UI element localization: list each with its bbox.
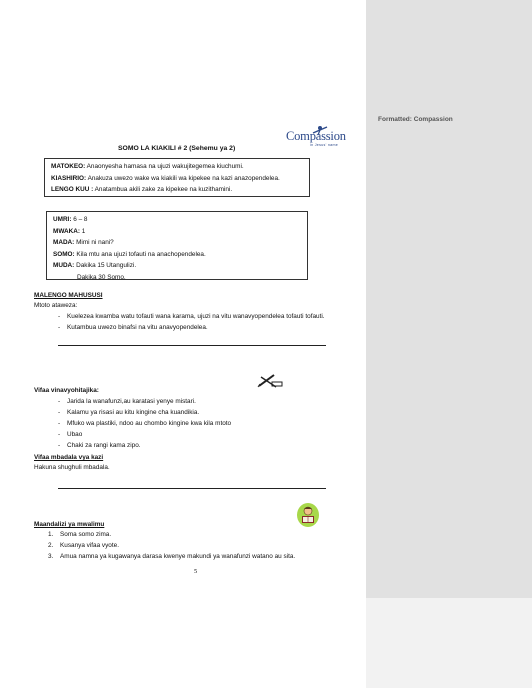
- summary-box: [44, 158, 310, 197]
- teacher-prep-list: [48, 529, 295, 562]
- list-item: - Kalamu ya risasi au kitu kingine cha kuandikia.: [58, 407, 231, 418]
- summary-row: [51, 184, 303, 196]
- details-box: [46, 211, 308, 280]
- item-number: 2.: [48, 542, 54, 549]
- item-number: 1.: [48, 531, 54, 538]
- details-label: MADA:: [53, 239, 75, 247]
- list-item: [48, 551, 295, 562]
- list-item: - Mfuko wa plastiki, ndoo au chombo kingine kwa kila mtoto: [58, 418, 231, 429]
- list-item: - Chaki za rangi kama zipo.: [58, 440, 231, 451]
- objectives-intro: Mtoto ataweza:: [34, 302, 78, 309]
- summary-label: LENGO KUU :: [51, 186, 94, 194]
- details-label: UMRI:: [53, 216, 72, 223]
- comments-side-panel: [366, 0, 532, 598]
- summary-label: KIASHIRIO:: [51, 174, 87, 182]
- details-row: [53, 260, 301, 272]
- logo-wordmark: Compassion: [286, 129, 346, 143]
- summary-row: [51, 161, 303, 173]
- formatting-note: Formatted: Compassion: [378, 116, 453, 123]
- divider-line: [58, 345, 326, 346]
- details-text: Mimi ni nani?: [74, 239, 114, 247]
- list-item: - Ubao: [58, 429, 231, 440]
- divider-line: [58, 488, 326, 489]
- alternatives-title: Vifaa mbadala vya kazi: [34, 454, 104, 461]
- details-label: MUDA:: [53, 262, 75, 270]
- list-item: [48, 540, 295, 551]
- alternatives-text: Hakuna shughuli mbadala.: [34, 464, 110, 471]
- item-number: 3.: [48, 553, 54, 560]
- details-text: 1: [79, 227, 86, 235]
- pencil-ruler-icon: [256, 372, 284, 390]
- summary-text: Anakuza uwezo wake wa kiakili wa kipekee na kazi anazopendelea.: [86, 174, 280, 182]
- compassion-logo: [280, 124, 360, 148]
- details-row: [53, 237, 301, 249]
- list-item: - Kuelezea kwamba watu tofauti wana karama, ujuzi na vitu wanavyopendelea tofauti tofauti.: [58, 311, 325, 322]
- summary-text: Anatambua akili zake za kipekee na kuzithamini.: [93, 186, 233, 194]
- details-text: Kila mtu ana ujuzi tofauti na anachopendelea.: [74, 250, 206, 258]
- list-item: - Jarida la wanafunzi,au karatasi yenye mistari.: [58, 396, 231, 407]
- materials-list: [58, 396, 231, 451]
- lesson-heading: SOMO LA KIAKILI # 2 (Sehemu ya 2): [118, 145, 236, 152]
- details-row: [53, 214, 301, 226]
- details-label: MWAKA:: [53, 227, 80, 235]
- logo-tagline: in Jesus' name: [310, 143, 339, 147]
- list-item: - Kutambua uwezo binafsi na vitu anavyopendelea.: [58, 322, 325, 333]
- details-label: SOMO:: [53, 250, 75, 258]
- summary-label: MATOKEO:: [51, 163, 86, 170]
- details-text: Dakika 15 Utangulizi.: [74, 262, 137, 270]
- objectives-list: [58, 311, 325, 333]
- item-text: Kusanya vifaa vyote.: [60, 542, 119, 549]
- materials-title: Vifaa vinavyohitajika:: [34, 387, 99, 394]
- objectives-title: MALENGO MAHUSUSI: [34, 292, 103, 299]
- list-item: [48, 529, 295, 540]
- summary-row: [51, 173, 303, 185]
- details-row: [53, 226, 301, 238]
- duration-extra: Dakika 30 Somo.: [77, 273, 126, 281]
- item-text: Soma somo zima.: [60, 531, 112, 538]
- details-text: 6 – 8: [71, 216, 88, 223]
- page-number: 5: [194, 568, 198, 575]
- item-text: Amua namna ya kugawanya darasa kwenye makundi ya wanafunzi watano au sita.: [60, 553, 296, 560]
- teacher-reading-icon: [296, 502, 320, 528]
- teacher-prep-title: Maandalizi ya mwalimu: [34, 521, 105, 528]
- summary-text: Anaonyesha hamasa na ujuzi wakujitegemea kiuchumi.: [85, 163, 244, 170]
- details-row: [53, 249, 301, 261]
